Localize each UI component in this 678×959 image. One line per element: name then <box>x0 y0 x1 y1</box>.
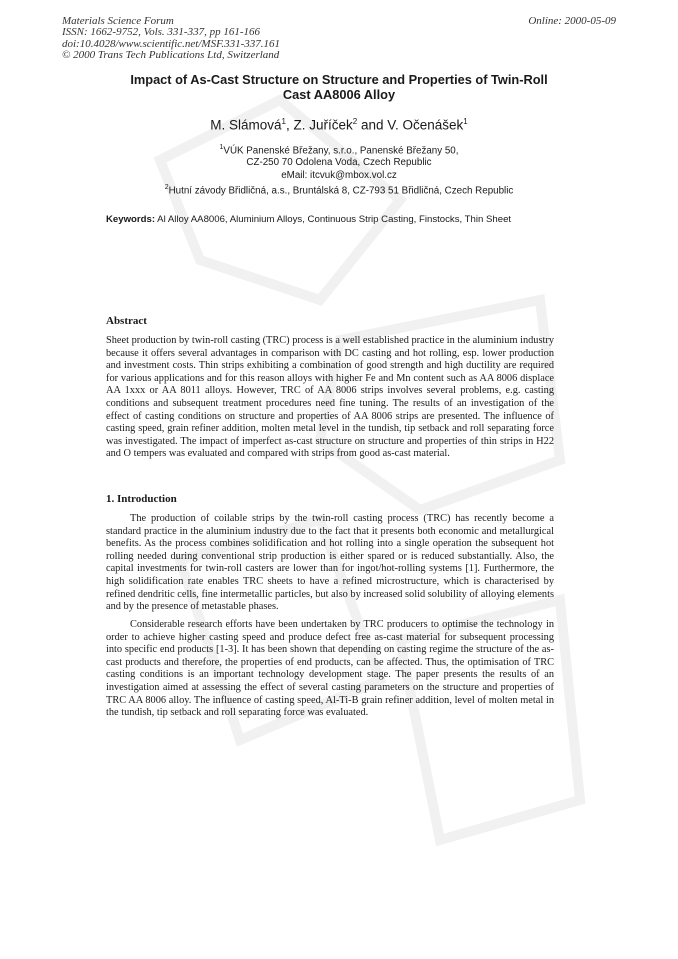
journal-header <box>62 16 616 62</box>
keywords-text: Al Alloy AA8006, Aluminium Alloys, Continuous Strip Casting, Finstocks, Thin Sheet <box>155 214 512 225</box>
introduction-paragraph-2: Considerable research efforts have been undertaken by TRC producers to optimise the technology in order to achieve higher casting speed and produce defect free as-cast material for subsequent processing into specific end products [1-3]. It has been shown that depending on casting regime the structure of the as-cast products and therefore, the properties of end products, can be affected. Thus, the optimisation of TRC casting conditions is an important technology development stage. The paper presents the results of an investigation aimed at assessing the effect of several casting parameters on the structure and properties of TRC AA 8006 alloy. The influence of casting speed, Al-Ti-B grain refiner addition, level of molten metal in the tundish, tip setback and roll separating force was evaluated. <box>106 619 554 719</box>
title-line-1: Impact of As-Cast Structure on Structure and Properties of Twin-Roll <box>130 72 548 87</box>
introduction-paragraph-1: The production of coilable strips by the twin-roll casting process (TRC) has recently become a standard practice in the aluminium industry due to the fact that it presents both economic and metallurgical benefits. As the process combines solidification and hot rolling into a single operation the subsequent hot rolling needed during conventional strip production is either spared or is reduced substantially. Also, the capital investments for twin-roll casters are lower than for ingot/hot-rolling systems [1]. Furthermore, the high solidification rate enables TRC sheets to have a refined microstructure, which is characterised by refined dendritic cells, fine intermetallic particles, but also by increased solid solubility of alloying elements and by the presence of metastable phases. <box>106 513 554 613</box>
author-3-affil-mark: 1 <box>463 117 468 126</box>
journal-name: Materials Science Forum <box>62 15 174 27</box>
issn-line: ISSN: 1662-9752, Vols. 331-337, pp 161-166 <box>62 26 260 39</box>
abstract-text: Sheet production by twin-roll casting (TRC) process is a well established practice in the aluminium industry because it offers several advantages in comparison with DC casting and hot rolling, esp. lower production and investment costs. Thin strips exhibiting a combination of good strength and high ductility are required for various applications and for this reason alloys with higher Fe and Mn content such as AA 8006 displace AA 1xxx or AA 8011 alloys. However, TRC of AA 8006 strips involves several problems, e.g. casting conditions and subsequent treatment procedures need fine tuning. The results of an investigation of the effect of casting conditions on structure and properties of AA 8006 strips are presented. The influence of casting speed, grain refiner addition, molten metal level in the tundish, tip setback and roll separating force was investigated. The impact of imperfect as-cast structure on structure and properties of thin strips in H22 and O tempers was evaluated and compared with strips from good as-cast material. <box>106 335 554 460</box>
author-separator: and <box>357 117 388 133</box>
author-2-affil-mark: 2 <box>352 117 358 126</box>
title-line-2: Cast AA8006 Alloy <box>282 87 396 102</box>
copyright-line: © 2000 Trans Tech Publications Ltd, Switzerland <box>62 49 280 62</box>
author-separator: , <box>285 117 294 133</box>
affiliation-2 <box>60 182 618 197</box>
affiliation-2-mark: 2 <box>164 184 169 191</box>
author-1: M. Slámová <box>210 117 282 133</box>
keywords <box>106 214 618 225</box>
affiliation-1 <box>60 142 618 182</box>
author-1-affil-mark: 1 <box>281 117 286 126</box>
affiliation-1-email[interactable]: eMail: itcvuk@mbox.vol.cz <box>281 169 397 181</box>
paper-title <box>80 72 598 102</box>
affiliation-1-line-2: CZ-250 70 Odolena Voda, Czech Republic <box>246 157 432 169</box>
affiliation-1-line-1: VÚK Panenské Břežany, s.r.o., Panenské Břežany 50, <box>223 145 459 157</box>
author-2: Z. Juříček <box>293 117 353 133</box>
author-3: V. Očenášek <box>387 117 464 133</box>
introduction-heading: 1. Introduction <box>106 493 177 505</box>
affiliation-2-line-1: Hutní závody Břidličná, a.s., Bruntálská 8, CZ-793 51 Břidličná, Czech Republic <box>168 185 514 197</box>
online-date: Online: 2000-05-09 <box>528 15 616 27</box>
keywords-label: Keywords: <box>106 214 156 225</box>
doi-link[interactable]: doi:10.4028/www.scientific.net/MSF.331-337.161 <box>62 37 281 50</box>
abstract-heading: Abstract <box>106 315 147 327</box>
affiliation-1-mark: 1 <box>219 144 224 151</box>
author-list <box>60 117 618 133</box>
